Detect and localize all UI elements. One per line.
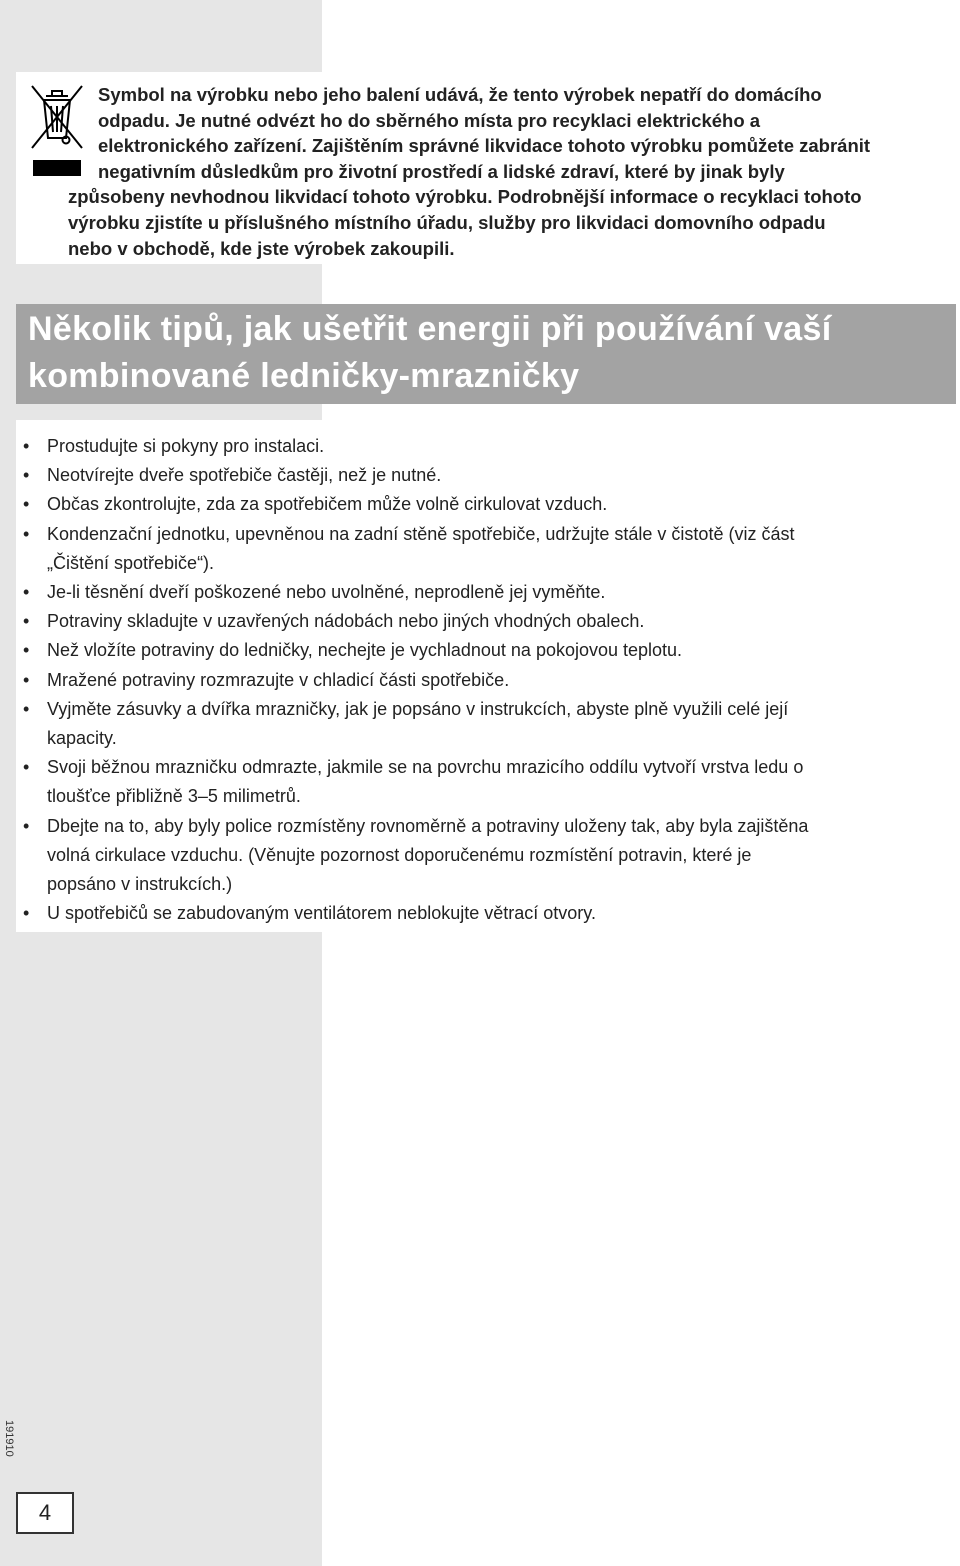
document-code: [3, 1420, 15, 1466]
bullet-icon: •: [23, 669, 30, 690]
energy-tips-list: [16, 432, 946, 928]
tip-item: [16, 636, 946, 665]
document-code-text: 191910: [3, 1420, 15, 1457]
section-heading: [28, 306, 948, 400]
recycling-text-line: odpadu. Je nutné odvézt ho do sběrného místa pro recyklaci elektrického a: [98, 109, 761, 131]
recycling-text-line: negativním důsledkům pro životní prostředí a lidské zdraví, které by jinak byly: [98, 160, 785, 182]
tip-text-line: Potraviny skladujte v uzavřených nádobách nebo jiných vhodných obalech.: [47, 611, 645, 632]
bullet-icon: •: [23, 465, 30, 486]
tip-item: [16, 899, 946, 928]
tip-text-line: Vyjměte zásuvky a dvířka mrazničky, jak je popsáno v instrukcích, abyste plně využili celé její: [47, 698, 789, 719]
recycling-text-line: způsobeny nevhodnou likvidací tohoto výrobku. Podrobnější informace o recyklaci tohoto: [68, 186, 862, 208]
tip-item: [16, 578, 946, 607]
tip-item: [16, 461, 946, 490]
tip-text-line: kapacity.: [47, 728, 117, 749]
recycling-text-line: elektronického zařízení. Zajištěním správné likvidace tohoto výrobku pomůžete zabránit: [98, 135, 871, 157]
tip-item: [16, 812, 946, 900]
tip-item: [16, 432, 946, 461]
recycling-text-line: Symbol na výrobku nebo jeho balení udává, že tento výrobek nepatří do domácího: [98, 84, 822, 105]
tip-text-line: Než vložíte potraviny do ledničky, nechejte je vychladnout na pokojovou teplotu.: [47, 640, 683, 661]
tip-item: [16, 753, 946, 811]
bullet-icon: •: [23, 640, 30, 661]
tip-text-line: „Čištění spotřebiče“).: [47, 552, 215, 573]
bullet-icon: •: [23, 582, 30, 603]
heading-line: Několik tipů, jak ušetřit energii při používání vaší: [28, 310, 832, 348]
tip-item: [16, 490, 946, 519]
tip-item: [16, 666, 946, 695]
heading-line: kombinované ledničky-mrazničky: [28, 357, 580, 395]
tip-item: [16, 607, 946, 636]
bullet-icon: •: [23, 611, 30, 632]
page-number: 4: [16, 1492, 74, 1534]
tip-text-line: Neotvírejte dveře spotřebiče častěji, než je nutné.: [47, 465, 442, 486]
tip-text-line: U spotřebičů se zabudovaným ventilátorem neblokujte větrací otvory.: [47, 903, 596, 924]
tip-text-line: Svoji běžnou mrazničku odmrazte, jakmile se na povrchu mrazicího oddílu vytvoří vrstva ledu o: [47, 757, 804, 778]
bullet-icon: •: [23, 494, 30, 515]
bullet-icon: •: [23, 698, 30, 719]
tip-text-line: Kondenzační jednotku, upevněnou na zadní stěně spotřebiče, udržujte stále v čistotě (viz část: [47, 523, 795, 544]
recycling-notice-text: [68, 82, 948, 261]
tip-text-line: Občas zkontrolujte, zda za spotřebičem může volně cirkulovat vzduch.: [47, 494, 608, 515]
bullet-icon: •: [23, 903, 30, 924]
tip-item: [16, 695, 946, 753]
bullet-icon: •: [23, 523, 30, 544]
bullet-icon: •: [23, 757, 30, 778]
tip-text-line: Dbejte na to, aby byly police rozmístěny rovnoměrně a potraviny uloženy tak, aby byla zajištěna: [47, 815, 809, 836]
tip-text-line: Je-li těsnění dveří poškozené nebo uvolněné, neprodleně jej vyměňte.: [47, 582, 606, 603]
bullet-icon: •: [23, 815, 30, 836]
recycling-text-line: nebo v obchodě, kde jste výrobek zakoupili.: [68, 237, 455, 259]
tip-text-line: volná cirkulace vzduchu. (Věnujte pozornost doporučenému rozmístění potravin, které je: [47, 844, 752, 865]
tip-text-line: Prostudujte si pokyny pro instalaci.: [47, 436, 325, 456]
tip-text-line: popsáno v instrukcích.): [47, 874, 233, 895]
recycling-text-line: výrobku zjistíte u příslušného místního úřadu, služby pro likvidaci domovního odpadu: [68, 211, 826, 233]
tip-text-line: Mražené potraviny rozmrazujte v chladicí části spotřebiče.: [47, 669, 510, 690]
tip-item: [16, 520, 946, 578]
tip-text-line: tloušťce přibližně 3–5 milimetrů.: [47, 786, 301, 807]
bullet-icon: •: [23, 436, 30, 456]
